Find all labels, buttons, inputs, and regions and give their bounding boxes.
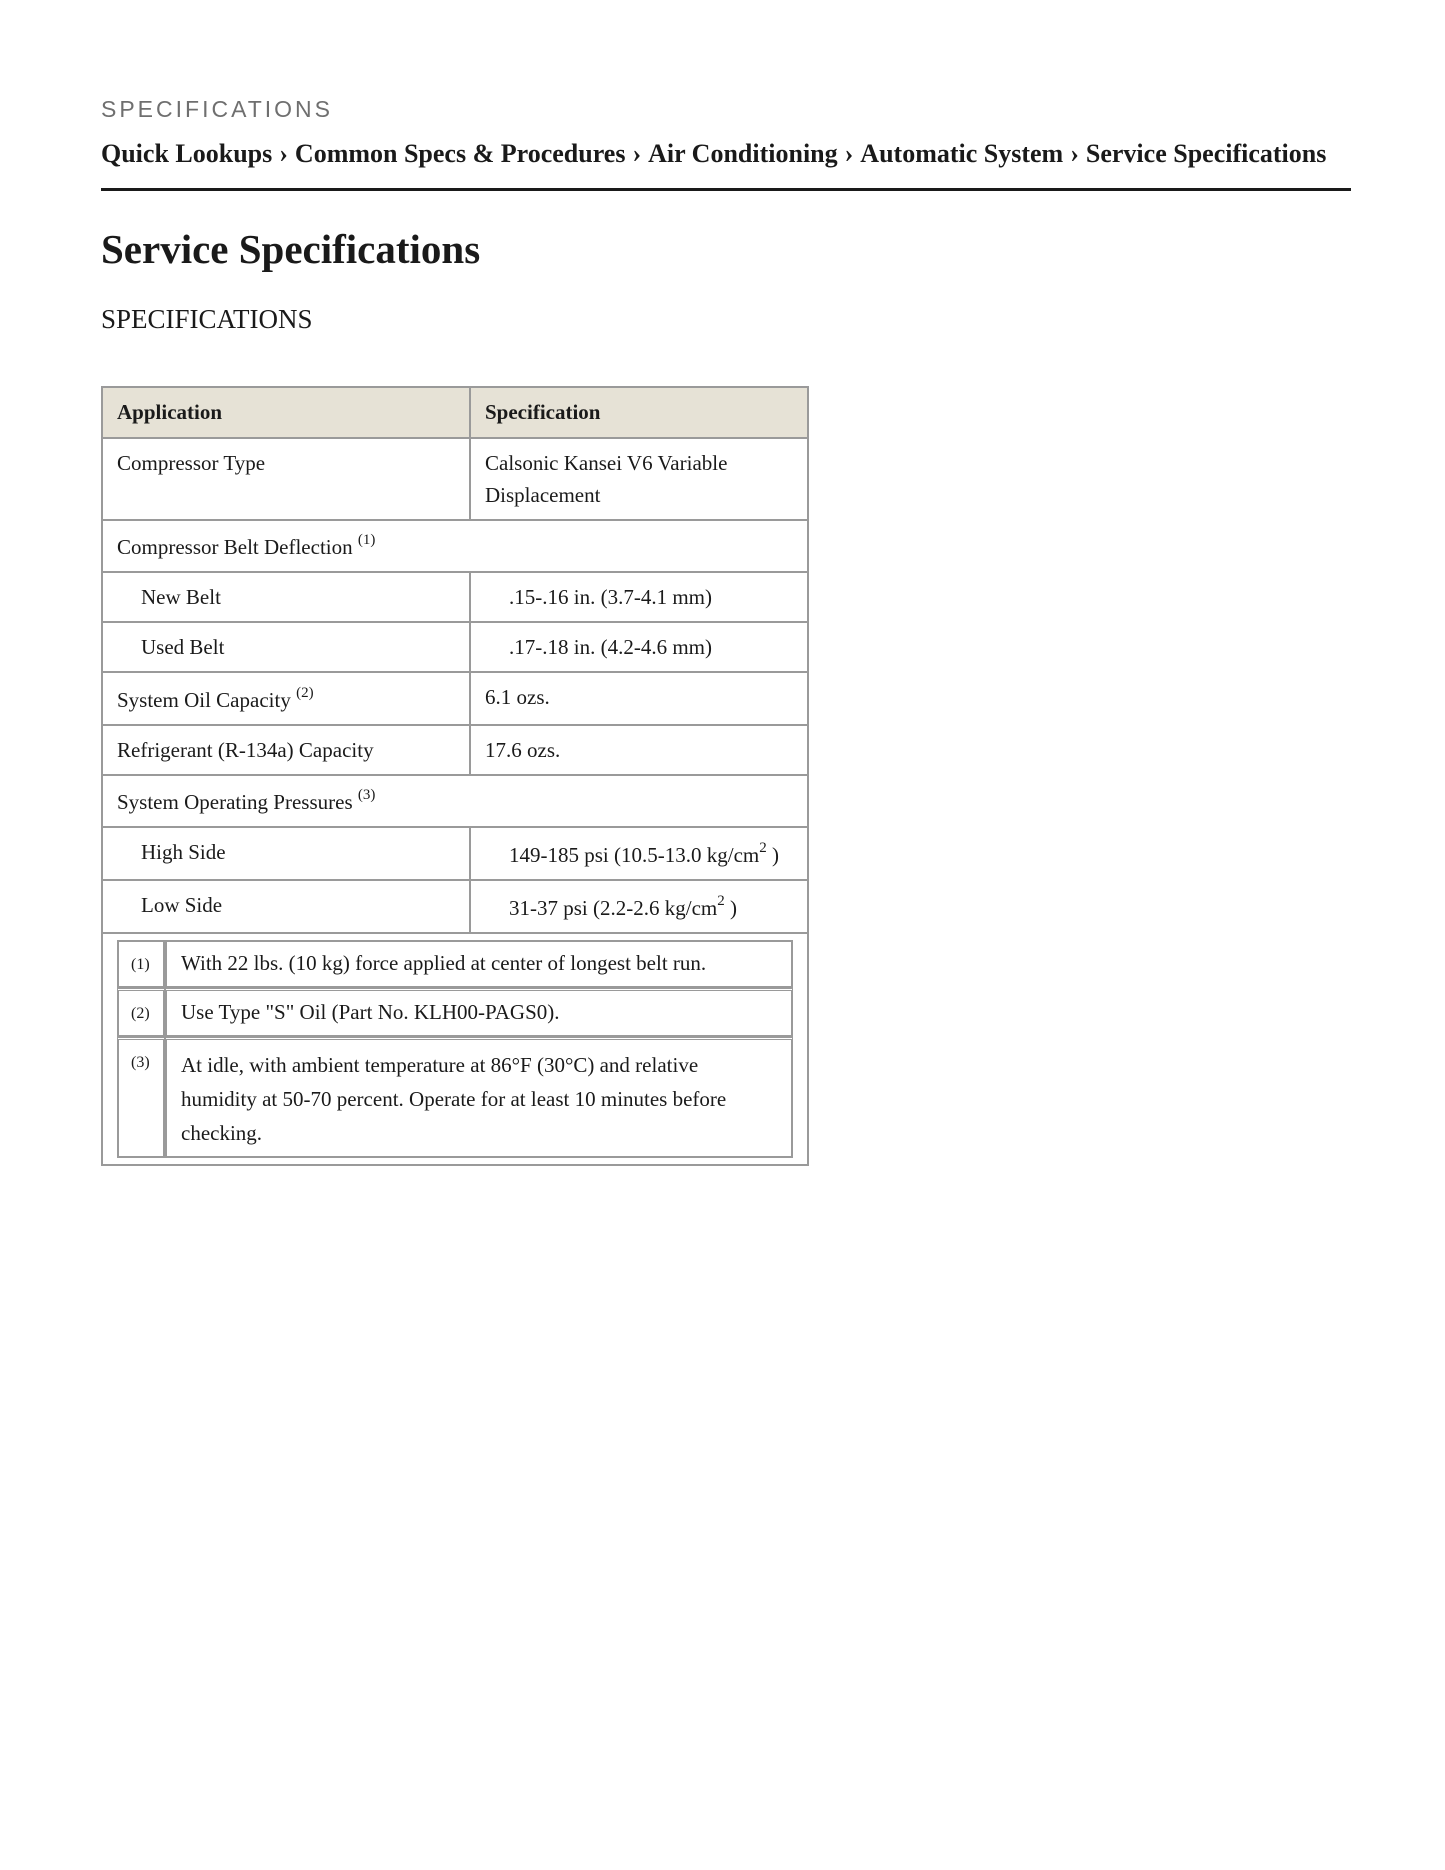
breadcrumb-item-quick-lookups[interactable]: Quick Lookups	[101, 139, 273, 168]
breadcrumb	[101, 136, 1351, 191]
cell-application: Refrigerant (R-134a) Capacity	[102, 725, 470, 775]
footnote-text: At idle, with ambient temperature at 86°F (30°C) and relative humidity at 50-70 percent. Operate for at least 10 minutes before checking.	[165, 1037, 793, 1158]
table-row	[102, 438, 808, 520]
footnote-mark: (1)	[117, 940, 165, 988]
footnote	[117, 940, 793, 988]
column-header-application: Application	[102, 387, 470, 438]
footnote-reference: (1)	[357, 532, 376, 548]
cell-application	[102, 672, 470, 725]
section-heading: SPECIFICATIONS	[101, 304, 313, 334]
footnote-mark: (3)	[117, 1037, 165, 1158]
cell-application-label: Compressor Belt Deflection	[117, 535, 353, 559]
table-row	[102, 775, 808, 827]
breadcrumb-separator: ›	[1070, 139, 1079, 168]
table-row	[102, 672, 808, 725]
table-row	[102, 520, 808, 572]
cell-application: Compressor Type	[102, 438, 470, 520]
cell-group-heading	[102, 520, 808, 572]
cell-specification: 17.6 ozs.	[470, 725, 808, 775]
breadcrumb-item-service-specifications[interactable]: Service Specifications	[1085, 139, 1327, 168]
footnotes-row	[102, 933, 808, 1165]
column-header-specification: Specification	[470, 387, 808, 438]
cell-application: New Belt	[102, 572, 470, 622]
section-kicker: SPECIFICATIONS	[101, 96, 333, 122]
cell-specification: .15-.16 in. (3.7-4.1 mm)	[470, 572, 808, 622]
page-title: Service Specifications	[101, 226, 481, 272]
footnote-text: Use Type "S" Oil (Part No. KLH00-PAGS0).	[165, 988, 793, 1037]
table-row	[102, 572, 808, 622]
cell-application: High Side	[102, 827, 470, 880]
footnote	[117, 988, 793, 1037]
superscript: 2	[717, 893, 725, 909]
spec-value: 31-37 psi (2.2-2.6 kg/cm	[509, 896, 718, 920]
breadcrumb-item-common-specs[interactable]: Common Specs & Procedures	[294, 139, 626, 168]
cell-application: Used Belt	[102, 622, 470, 672]
table-header-row	[102, 387, 808, 438]
breadcrumb-item-automatic-system[interactable]: Automatic System	[860, 139, 1064, 168]
table-row	[102, 827, 808, 880]
footnote-reference: (2)	[296, 685, 314, 701]
footnote-mark: (2)	[117, 988, 165, 1037]
footnote	[117, 1037, 793, 1158]
cell-application-label: System Operating Pressures	[117, 790, 353, 814]
cell-specification	[470, 827, 808, 880]
table-row	[102, 622, 808, 672]
footnote-text: With 22 lbs. (10 kg) force applied at center of longest belt run.	[165, 940, 793, 988]
cell-specification: .17-.18 in. (4.2-4.6 mm)	[470, 622, 808, 672]
footnotes-cell	[102, 933, 808, 1165]
cell-specification	[470, 880, 808, 933]
breadcrumb-separator: ›	[632, 139, 642, 168]
spec-value-suffix: )	[766, 843, 779, 867]
cell-application-label: System Oil Capacity	[117, 688, 291, 712]
superscript: 2	[759, 840, 767, 856]
table-row	[102, 880, 808, 933]
cell-specification: 6.1 ozs.	[470, 672, 808, 725]
cell-group-heading	[102, 775, 808, 827]
spec-value: 149-185 psi (10.5-13.0 kg/cm	[509, 843, 760, 867]
footnotes-table	[117, 940, 793, 1158]
footnote-reference: (3)	[357, 787, 376, 803]
breadcrumb-item-air-conditioning[interactable]: Air Conditioning	[648, 139, 838, 168]
breadcrumb-separator: ›	[279, 139, 288, 168]
table-row	[102, 725, 808, 775]
specifications-table	[101, 386, 809, 1166]
breadcrumb-separator: ›	[844, 139, 854, 168]
cell-application: Low Side	[102, 880, 470, 933]
cell-specification: Calsonic Kansei V6 Variable Displacement	[470, 438, 808, 520]
spec-value-suffix: )	[724, 896, 737, 920]
